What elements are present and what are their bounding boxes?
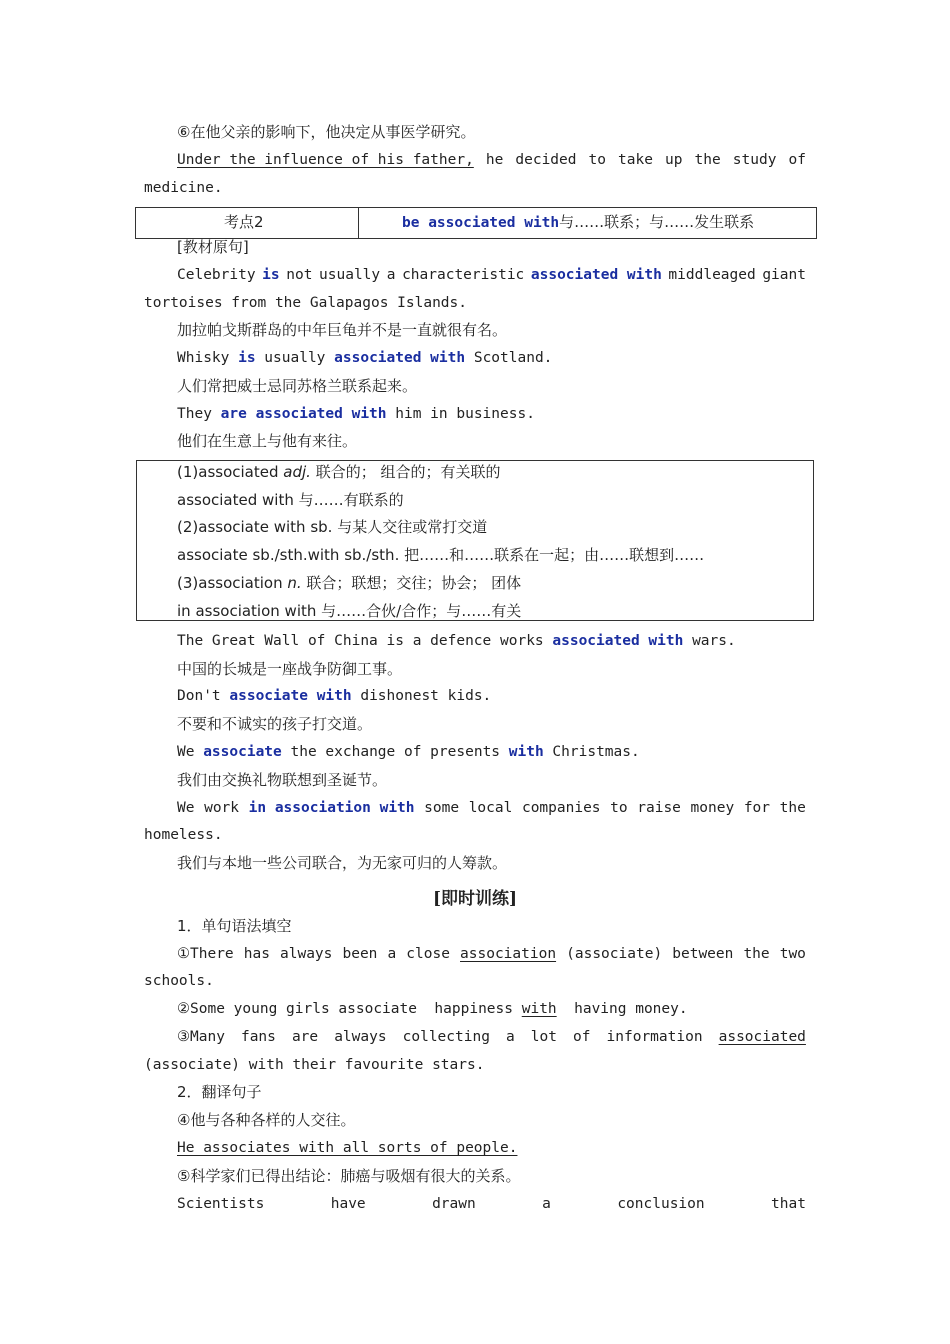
word: conclusion — [617, 1196, 705, 1212]
word: of — [788, 152, 806, 168]
practice-part-1: 1．单句语法填空 — [177, 917, 292, 935]
word: characteristic — [402, 267, 525, 283]
item6-english — [177, 150, 806, 170]
word: always — [280, 946, 333, 962]
note-line-2: associated with 与……有联系的 — [177, 491, 404, 509]
word: up — [665, 152, 683, 168]
word: two — [779, 946, 806, 962]
example-4 — [177, 798, 806, 818]
question-1-tail: schools. — [144, 973, 214, 989]
topic-meaning: 与……联系；与……发生联系 — [559, 213, 755, 231]
word: have — [330, 1196, 366, 1212]
word: to — [610, 800, 628, 816]
word: study — [732, 152, 777, 168]
word: (associate) — [566, 946, 663, 962]
word: usually — [319, 267, 381, 283]
word: collecting — [402, 1029, 490, 1045]
example-1-zh: 中国的长城是一座战争防御工事。 — [177, 660, 403, 678]
example-3: We associate the exchange of presents with Christmas. — [177, 744, 640, 760]
word: not — [286, 267, 313, 283]
practice-part-2: 2．翻译句子 — [177, 1083, 262, 1101]
word: he — [485, 152, 504, 168]
textbook-sentence-1-zh: 加拉帕戈斯群岛的中年巨龟并不是一直就很有名。 — [177, 321, 508, 339]
topic-phrase: be associated with — [402, 215, 560, 231]
item6-chinese: ⑥在他父亲的影响下，他决定从事医学研究。 — [177, 123, 476, 141]
word: for — [743, 800, 771, 816]
textbook-sentence-2-zh: 人们常把威士忌同苏格兰联系起来。 — [177, 377, 418, 395]
word: some — [424, 800, 460, 816]
note-line-4: associate sb./sth.with sb./sth. 把……和……联系在一起；由……联想到…… — [177, 546, 705, 564]
word: information — [606, 1029, 703, 1045]
word: a — [505, 1029, 515, 1045]
word: ③Many — [177, 1029, 225, 1045]
word: decided — [515, 152, 577, 168]
notes-box — [136, 460, 814, 621]
note-line-1: (1)associated adj. 联合的； 组合的；有关联的 — [177, 463, 501, 481]
textbook-heading: [教材原句] — [177, 238, 249, 256]
word: companies — [521, 800, 601, 816]
question-2: ②Some young girls associate happiness with having money. — [177, 1001, 688, 1017]
topic-header-table — [135, 207, 817, 239]
example-4-zh: 我们与本地一些公司联合，为无家可归的人筹款。 — [177, 854, 508, 872]
word: money — [690, 800, 735, 816]
word: of — [573, 1029, 591, 1045]
answer-blank: associated — [718, 1029, 806, 1045]
example-1: The Great Wall of China is a defence works associated with wars. — [177, 633, 736, 649]
word: drawn — [432, 1196, 476, 1212]
example-2-zh: 不要和不诚实的孩子打交道。 — [177, 715, 373, 733]
word: raise — [637, 800, 681, 816]
word: take — [618, 152, 653, 168]
topic-title — [402, 212, 754, 233]
textbook-sentence-3-zh: 他们在生意上与他有来往。 — [177, 432, 358, 450]
word: work — [204, 800, 240, 816]
word: the — [779, 800, 806, 816]
word: a — [542, 1196, 551, 1212]
question-4-answer: He associates with all sorts of people. — [177, 1140, 518, 1156]
example-2: Don't associate with dishonest kids. — [177, 688, 492, 704]
example-3-zh: 我们由交换礼物联想到圣诞节。 — [177, 771, 388, 789]
word: We — [177, 800, 195, 816]
word: fans — [240, 1029, 276, 1045]
word: giant — [762, 267, 806, 283]
word: ①There — [177, 946, 234, 962]
word: that — [771, 1196, 806, 1212]
answer-blank: association — [460, 946, 557, 962]
word: are — [291, 1029, 319, 1045]
textbook-sentence-3: They are associated with him in business. — [177, 406, 535, 422]
word: Scientists — [177, 1196, 265, 1212]
keyword: is — [262, 267, 280, 283]
word: been — [342, 946, 378, 962]
note-line-3: (2)associate with sb. 与某人交往或常打交道 — [177, 518, 488, 536]
question-5-answer — [177, 1194, 806, 1214]
item6-answer: Under the influence of his father, — [177, 152, 474, 168]
word: to — [588, 152, 606, 168]
textbook-sentence-1-tail: tortoises from the Galapagos Islands. — [144, 295, 468, 311]
question-5-zh: ⑤科学家们已得出结论：肺癌与吸烟有很大的关系。 — [177, 1167, 521, 1185]
word: always — [334, 1029, 387, 1045]
word: between — [672, 946, 734, 962]
word: local — [468, 800, 513, 816]
word: middleaged — [668, 267, 756, 283]
question-3-tail: (associate) with their favourite stars. — [144, 1057, 485, 1073]
word: Celebrity — [177, 267, 256, 283]
question-3 — [177, 1027, 806, 1047]
textbook-sentence-1 — [177, 265, 806, 285]
word: a — [387, 946, 397, 962]
example-4-tail: homeless. — [144, 827, 223, 843]
word: lot — [530, 1029, 557, 1045]
item6-english-tail: medicine. — [144, 180, 223, 196]
question-4-zh: ④他与各种各样的人交往。 — [177, 1111, 356, 1129]
word: a — [386, 267, 396, 283]
word: close — [406, 946, 450, 962]
note-line-5: (3)association n. 联合；联想；交往；协会； 团体 — [177, 574, 522, 592]
practice-title: [即时训练] — [432, 889, 518, 909]
word: the — [694, 152, 721, 168]
word: has — [243, 946, 270, 962]
textbook-sentence-2: Whisky is usually associated with Scotland. — [177, 350, 553, 366]
keyword: associated with — [530, 267, 662, 283]
word: the — [743, 946, 770, 962]
topic-label: 考点2 — [224, 213, 264, 231]
question-1 — [177, 944, 806, 964]
answer-blank: with — [521, 1001, 557, 1017]
note-line-6: in association with 与……合伙/合作；与……有关 — [177, 602, 522, 620]
keyword: in association with — [248, 800, 415, 816]
